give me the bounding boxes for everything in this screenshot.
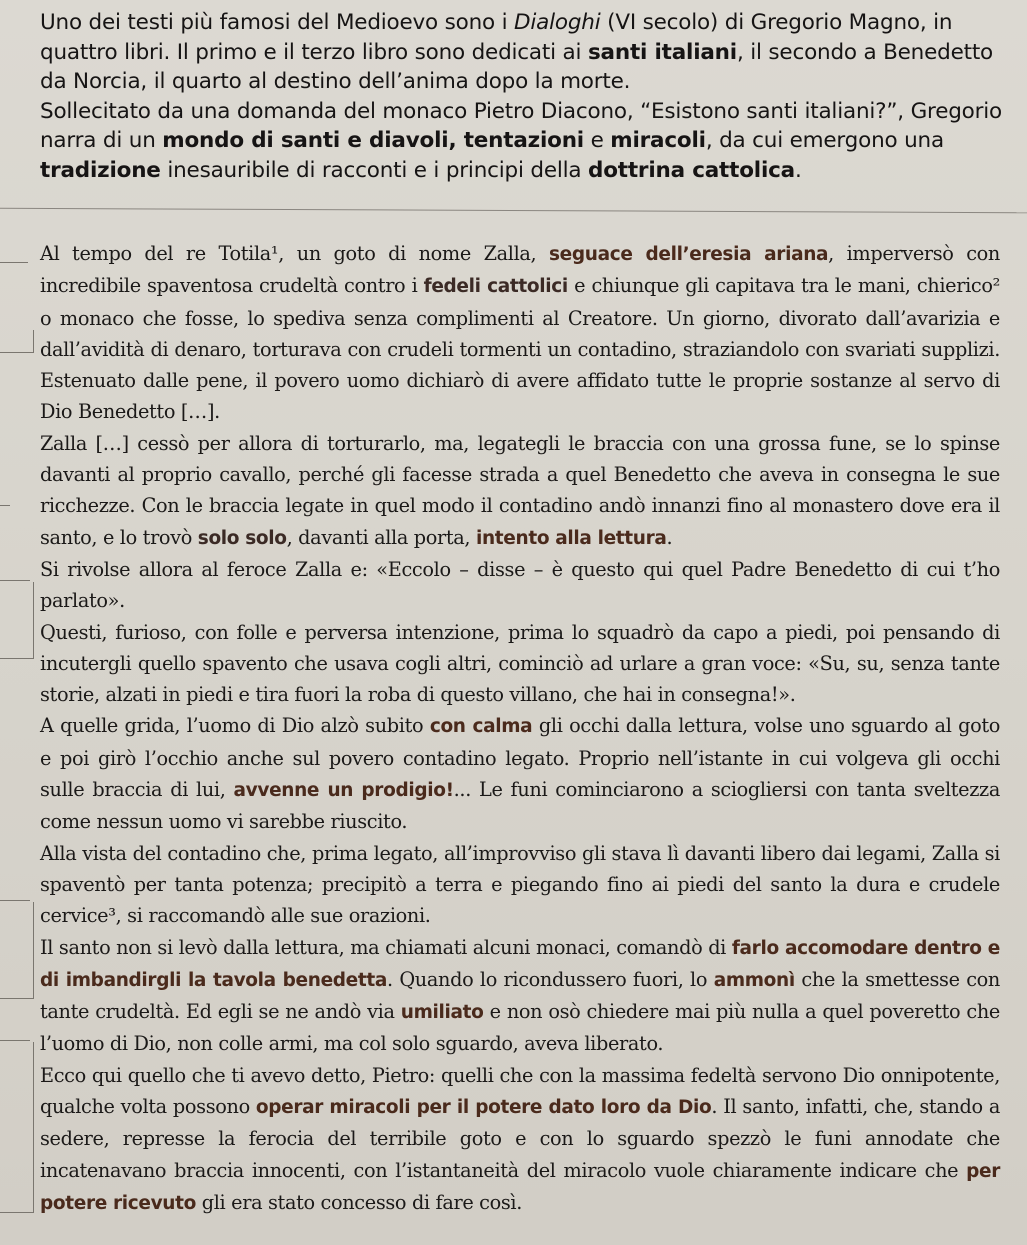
highlight-prodigio: avvenne un prodigio! [233,780,454,802]
intro-text-span: , il secondo a Benedetto da Norcia, il quarto al destino dell’anima dopo la morte. [40,39,994,94]
highlight-potere-ricevuto: per potere ricevuto [40,1160,1000,1214]
margin-line [33,582,34,658]
story-paragraph-3: Si rivolse allora al feroce Zalla e: «Eccolo – disse – è questo qui quel Padre Benedetto di cui t’ho parlato». [40,557,1000,613]
story-text-span: , imperversò con incredibile spaventosa crudeltà contro i [40,242,1000,298]
highlight-fedeli-cattolici: fedeli cattolici [423,276,568,298]
story-paragraph-4: Questi, furioso, con folle e perversa intenzione, prima lo squadrò da capo a piedi, poi pensando di incutergli quello spavento che usava cogli altri, cominciò ad urlare a gran voce: «Su, su, senza tante storie, alzati in piedi e tira fuori la roba di questo villano, che hai in consegna!». [40,620,1000,707]
margin-line [0,505,10,506]
highlight-miracoli: miracoli [610,128,706,153]
story-text-span: e chiunque gli capitava tra le mani, chierico² o monaco che fosse, lo spediva senza complimenti al Creatore. Un giorno, divorato dall’avarizia e dall’avidità di denaro, torturava con crudeli tormenti un contadino, straziandolo con svariati supplizi. Estenuato dalle pene, il povero uomo dichiarò di avere affidato tutte le proprie sostanze al servo di Dio Benedetto […]. [40,274,1001,424]
margin-line [0,1212,34,1213]
intro-text-span: , da cui emergono una [705,128,944,153]
highlight-dottrina: dottrina cattolica [588,157,795,183]
highlight-solo-solo: solo solo [197,527,287,549]
intro-text-span: e [583,128,611,153]
story-text-span: Al tempo del re Totila¹, un goto di nome Zalla, [40,242,549,265]
story-text-span: Il santo non si levò dalla lettura, ma chiamati alcuni monaci, comandò di [40,935,732,959]
intro-text-span: (VI secolo) di Gregorio Magno, in quattro libri. Il primo e il terzo libro sono dedicati ai [40,10,953,65]
highlight-mondo: mondo di santi e diavoli, tentazioni [162,128,584,153]
story-text-span: Ecco qui quello che ti avevo detto, Pietro: quelli che con la massima fedeltà servono Dio onnipotente, qualche volta possono [40,1063,1000,1119]
story-paragraph-1 [40,238,1000,428]
margin-line [0,352,34,353]
story-text-span: . Quando lo ricondussero fuori, lo [386,967,714,991]
story-text-span: . [666,525,673,549]
story-text-span: ... Le funi cominciarono a sciogliersi con tanta sveltezza come nessun uomo vi sarebbe riuscito. [40,778,1000,834]
margin-line [0,998,34,999]
highlight-accomodare: farlo accomodare dentro e di imbandirgli la tavola benedetta [40,937,1000,991]
story-paragraph-8 [40,1060,1000,1219]
margin-line [0,262,28,263]
story-text-span: Zalla […] cessò per allora di torturarlo, ma, legategli le braccia con una grossa fune, se lo spinse davanti al proprio cavallo, perché gli facesse strada a quel Benedetto che aveva in consegna le sue ricchezze. Con le braccia legate in quel modo il contadino andò innanzi fino al monastero dove era il santo, e lo trovò [40,431,1000,549]
intro-paragraph-2 [40,97,1010,186]
story-text-span: . Il santo, infatti, che, stando a sedere, represse la ferocia del terribile goto e con lo sguardo spezzò le funi annodate che incatenavano braccia innocenti, con l’istantaneità del miracolo vuole chiaramente indicare che [40,1095,1000,1182]
story-paragraph-7 [40,932,1000,1060]
story-paragraph-6: Alla vista del contadino che, prima legato, all’improvviso gli stava lì davanti libero dai legami, Zalla si spaventò per tanta potenza; precipitò a terra e piegando fino ai piedi del santo la dura e crudele cervice³, si raccomandò alle sue orazioni. [40,841,1000,928]
intro-text [40,8,1010,185]
highlight-umiliato: umiliato [400,1002,484,1024]
highlight-ammoni: ammonì [713,969,795,991]
story-text-span: gli era stato concesso di fare così. [195,1190,523,1214]
story-paragraph-2 [40,428,1000,554]
margin-line [33,902,34,998]
highlight-santi-italiani: santi italiani [587,39,737,65]
intro-text-span: Sollecitato da una domanda del monaco Pietro Diacono, “Esistono santi italiani?”, Gregorio narra di un [40,98,1002,153]
story-text-span: A quelle grida, l’uomo di Dio alzò subito [40,714,430,738]
story-text-span: , davanti alla porta, [286,525,476,549]
story-text [40,238,1000,1219]
margin-line [33,330,34,352]
highlight-eresia-ariana: seguace dell’eresia ariana [549,244,829,265]
story-text-span: che la smettesse con tante crudeltà. Ed egli se ne andò via [40,967,1000,1024]
highlight-intento-lettura: intento alla lettura [476,527,667,549]
highlight-operar-miracoli: operar miracoli per il potere dato loro da Dio [255,1097,712,1119]
story-text-span: gli occhi dalla lettura, volse uno sguardo al goto e poi girò l’occhio anche sul povero contadino legato. Proprio nell’istante in cui volgeva gli occhi sulle braccia di lui, [40,714,1000,802]
intro-text-span: Uno dei testi più famosi del Medioevo sono i [40,10,515,35]
intro-text-span: inesauribile di racconti e i principi della [160,157,589,183]
highlight-tradizione: tradizione [40,157,161,183]
story-paragraph-5 [40,710,1000,837]
margin-line [0,658,34,659]
margin-line [33,1042,34,1212]
intro-paragraph-1 [40,8,1010,97]
intro-text-span: . [794,157,802,183]
dialoghi-title: Dialoghi [514,10,601,35]
margin-line [0,900,30,901]
section-divider [0,208,1027,213]
margin-line [0,1040,30,1041]
highlight-con-calma: con calma [429,716,533,738]
story-text-span: e non osò chiedere mai più nulla a quel poveretto che l’uomo di Dio, non colle armi, ma col solo sguardo, aveva liberato. [40,1000,1000,1056]
margin-line [0,580,30,581]
